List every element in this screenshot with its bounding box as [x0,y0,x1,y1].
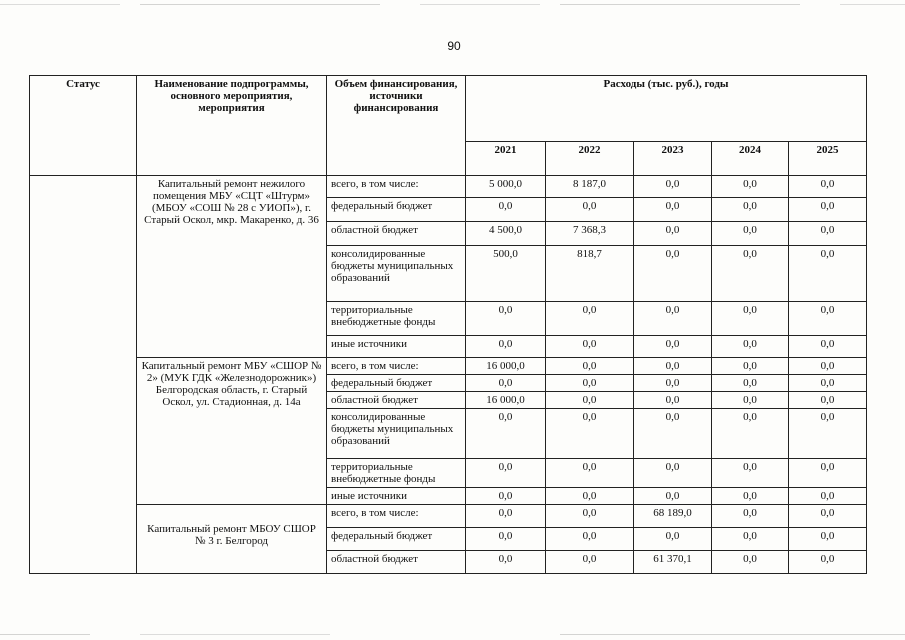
amount-cell: 0,0 [634,222,712,246]
amount-cell: 0,0 [712,222,789,246]
funding-source: областной бюджет [327,392,466,409]
amount-cell: 68 189,0 [634,505,712,528]
amount-cell: 0,0 [789,222,867,246]
amount-cell: 0,0 [712,459,789,488]
amount-cell: 0,0 [789,488,867,505]
funding-source: федеральный бюджет [327,198,466,222]
amount-cell: 0,0 [546,358,634,375]
header-name: Наименование подпрограммы, основного мероприятия, мероприятия [137,76,327,176]
measure-name: Капитальный ремонт МБОУ СШОР № 3 г. Белгород [137,505,327,574]
header-year: 2024 [712,142,789,176]
amount-cell: 0,0 [634,392,712,409]
amount-cell: 0,0 [789,198,867,222]
amount-cell: 0,0 [546,302,634,336]
amount-cell: 0,0 [634,198,712,222]
header-year: 2025 [789,142,867,176]
amount-cell: 0,0 [789,302,867,336]
amount-cell: 0,0 [634,459,712,488]
amount-cell: 0,0 [466,198,546,222]
amount-cell: 0,0 [466,409,546,459]
header-volume: Объем финансирования, источники финансирования [327,76,466,176]
amount-cell: 0,0 [634,358,712,375]
header-year: 2021 [466,142,546,176]
scan-bottom-edge [0,634,905,635]
amount-cell: 0,0 [546,375,634,392]
amount-cell: 0,0 [789,358,867,375]
amount-cell: 0,0 [466,336,546,358]
amount-cell: 0,0 [546,409,634,459]
amount-cell: 0,0 [712,488,789,505]
amount-cell: 0,0 [546,336,634,358]
header-year: 2022 [546,142,634,176]
table-row [30,505,867,528]
funding-source: всего, в том числе: [327,358,466,375]
table-row [30,176,867,198]
amount-cell: 0,0 [466,488,546,505]
amount-cell: 0,0 [789,246,867,302]
header-status: Статус [30,76,137,176]
amount-cell: 0,0 [789,551,867,574]
amount-cell: 0,0 [466,505,546,528]
funding-source: областной бюджет [327,551,466,574]
amount-cell: 0,0 [789,409,867,459]
header-expenses: Расходы (тыс. руб.), годы [466,76,867,142]
amount-cell: 0,0 [546,459,634,488]
amount-cell: 500,0 [466,246,546,302]
amount-cell: 16 000,0 [466,358,546,375]
measure-name: Капитальный ремонт нежилого помещения МБУ «СЦТ «Штурм» (МБОУ «СОШ № 28 с УИОП»), г. Старый Оскол, мкр. Макаренко, д. 36 [137,176,327,358]
funding-source: территориальные внебюджетные фонды [327,459,466,488]
amount-cell: 0,0 [712,336,789,358]
page-number: 90 [447,39,461,53]
table-row [30,358,867,375]
funding-source: иные источники [327,488,466,505]
amount-cell: 0,0 [634,336,712,358]
amount-cell: 0,0 [712,528,789,551]
amount-cell: 8 187,0 [546,176,634,198]
amount-cell: 0,0 [789,459,867,488]
amount-cell: 818,7 [546,246,634,302]
amount-cell: 0,0 [634,488,712,505]
funding-source: консолидированные бюджеты муниципальных образований [327,246,466,302]
amount-cell: 0,0 [466,302,546,336]
funding-source: всего, в том числе: [327,176,466,198]
amount-cell: 0,0 [546,488,634,505]
amount-cell: 16 000,0 [466,392,546,409]
amount-cell: 0,0 [789,375,867,392]
amount-cell: 4 500,0 [466,222,546,246]
amount-cell: 0,0 [634,409,712,459]
amount-cell: 0,0 [634,246,712,302]
amount-cell: 0,0 [546,505,634,528]
amount-cell: 5 000,0 [466,176,546,198]
amount-cell: 0,0 [712,551,789,574]
amount-cell: 0,0 [789,528,867,551]
amount-cell: 0,0 [789,336,867,358]
amount-cell: 0,0 [789,176,867,198]
table-body [30,176,867,574]
amount-cell: 0,0 [789,392,867,409]
amount-cell: 0,0 [634,528,712,551]
funding-source: консолидированные бюджеты муниципальных образований [327,409,466,459]
funding-source: федеральный бюджет [327,375,466,392]
amount-cell: 0,0 [466,375,546,392]
amount-cell: 0,0 [712,302,789,336]
amount-cell: 0,0 [634,375,712,392]
amount-cell: 0,0 [466,459,546,488]
amount-cell: 61 370,1 [634,551,712,574]
amount-cell: 0,0 [546,198,634,222]
amount-cell: 0,0 [634,302,712,336]
amount-cell: 0,0 [712,392,789,409]
header-year: 2023 [634,142,712,176]
funding-source: иные источники [327,336,466,358]
amount-cell: 0,0 [712,409,789,459]
amount-cell: 0,0 [466,528,546,551]
amount-cell: 0,0 [466,551,546,574]
funding-source: федеральный бюджет [327,528,466,551]
amount-cell: 0,0 [546,392,634,409]
amount-cell: 0,0 [712,176,789,198]
funding-source: областной бюджет [327,222,466,246]
funding-source: всего, в том числе: [327,505,466,528]
measure-name: Капитальный ремонт МБУ «СШОР № 2» (МУК ГДК «Железнодорожник») Белгородская область, г. Старый Оскол, ул. Стадионная, д. 14а [137,358,327,505]
amount-cell: 0,0 [634,176,712,198]
amount-cell: 0,0 [712,505,789,528]
amount-cell: 0,0 [712,375,789,392]
status-cell [30,176,137,574]
funding-source: территориальные внебюджетные фонды [327,302,466,336]
amount-cell: 0,0 [712,358,789,375]
amount-cell: 0,0 [789,505,867,528]
amount-cell: 7 368,3 [546,222,634,246]
scan-top-edge [0,4,905,5]
amount-cell: 0,0 [546,551,634,574]
financing-table [29,75,867,574]
amount-cell: 0,0 [712,198,789,222]
amount-cell: 0,0 [546,528,634,551]
amount-cell: 0,0 [712,246,789,302]
